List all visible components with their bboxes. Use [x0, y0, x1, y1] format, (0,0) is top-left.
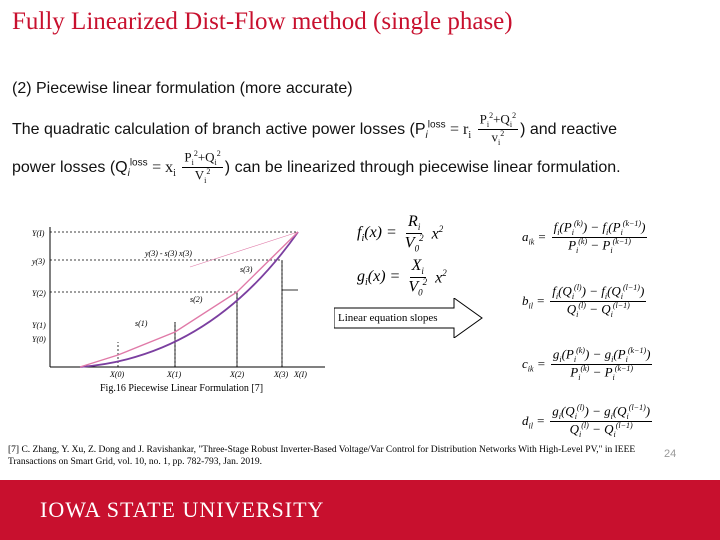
- x-tick-label: X(3): [274, 370, 289, 379]
- body-line-2: power losses ($Q_i^{loss} = x_i$ $\frac{P_i^2+Q_i^2}{V_i^2}$ ) can be linearized through piecewise linear formulation.: [12, 149, 621, 186]
- arrow-label: Linear equation slopes: [338, 312, 438, 324]
- y-tick-label: y(3): [32, 257, 45, 266]
- x-tick-label: X(I): [294, 370, 307, 379]
- body-line-2-end: can be linearized through piecewise linear formulation.: [234, 159, 621, 177]
- body-line-1-end: and reactive: [529, 121, 618, 139]
- section-heading: (2) Piecewise linear formulation (more accurate): [12, 80, 353, 97]
- slope-label: s(3): [240, 265, 253, 274]
- body-line-1: The quadratic calculation of branch active power losses ($P_i^{loss} = r_i$ $\frac{P_i^2+Q_i^2}{v_i^2}$ ) and reactive: [12, 111, 618, 148]
- equation-c: $c_{ik}$ = $\frac{g_i(P_i^{(k)}) - g_i(P_i^{(k-1)})}{P_i^{(k)} - P_i^{(k-1)}}$: [522, 346, 651, 383]
- piecewise-linear-figure: [30, 222, 330, 382]
- x-tick-label: X(1): [167, 370, 182, 379]
- y-tick-label: Y(2): [32, 289, 46, 298]
- equation-a: $a_{ik}$ = $\frac{f_i(P_i^{(k)}) - f_i(P_i^{(k-1)})}{P_i^{(k)} - P_i^{(k-1)}}$: [522, 219, 646, 256]
- body-line-2-start: power losses (Q: [12, 159, 128, 177]
- y-tick-label: Y(I): [32, 229, 45, 238]
- slope-label: s(2): [190, 295, 203, 304]
- page-number: 24: [664, 448, 677, 460]
- equation-d: $d_{il}$ = $\frac{g_i(Q_i^{(l)}) - g_i(Q_i^{(l-1)})}{Q_i^{(l)} - Q_i^{(l-1)}}$: [522, 403, 651, 440]
- equation-f: $f_i(x)$ = $\frac{R_i}{V_0^2}$ $x^2$: [357, 213, 444, 254]
- equation-g: $g_i(x)$ = $\frac{X_i}{V_0^2}$ $x^2$: [357, 257, 447, 298]
- loss-superscript: loss: [427, 119, 446, 131]
- slope-label: s(1): [135, 319, 148, 328]
- figure-caption: Fig.16 Piecewise Linear Formulation [7]: [100, 383, 264, 394]
- x-tick-label: X(2): [230, 370, 245, 379]
- reference-citation: [7] C. Zhang, Y. Xu, Z. Dong and J. Ravishankar, "Three-Stage Robust Inverter-Based Voltage/Var Control for Distribution Networks With High-Level PV," in IEEE Transactions on Smart Grid, vol. 10, no. 1, pp. 782-793, Jan. 2019.: [8, 445, 636, 467]
- y-tick-label: Y(1): [32, 321, 46, 330]
- slide-title: Fully Linearized Dist-Flow method (single phase): [12, 8, 513, 35]
- body-line-1-start: The quadratic calculation of branch active power losses (P: [12, 121, 426, 139]
- equation-b: $b_{il}$ = $\frac{f_i(Q_i^{(l)}) - f_i(Q_i^{(l-1)})}{Q_i^{(l)} - Q_i^{(l-1)}}$: [522, 283, 645, 320]
- x-tick-label: X(0): [110, 370, 125, 379]
- university-wordmark: IOWA STATE UNIVERSITY: [40, 497, 325, 522]
- y-tick-label: Y(0): [32, 335, 46, 344]
- line-equation-label: y(3) - s(3) x(3): [145, 249, 192, 258]
